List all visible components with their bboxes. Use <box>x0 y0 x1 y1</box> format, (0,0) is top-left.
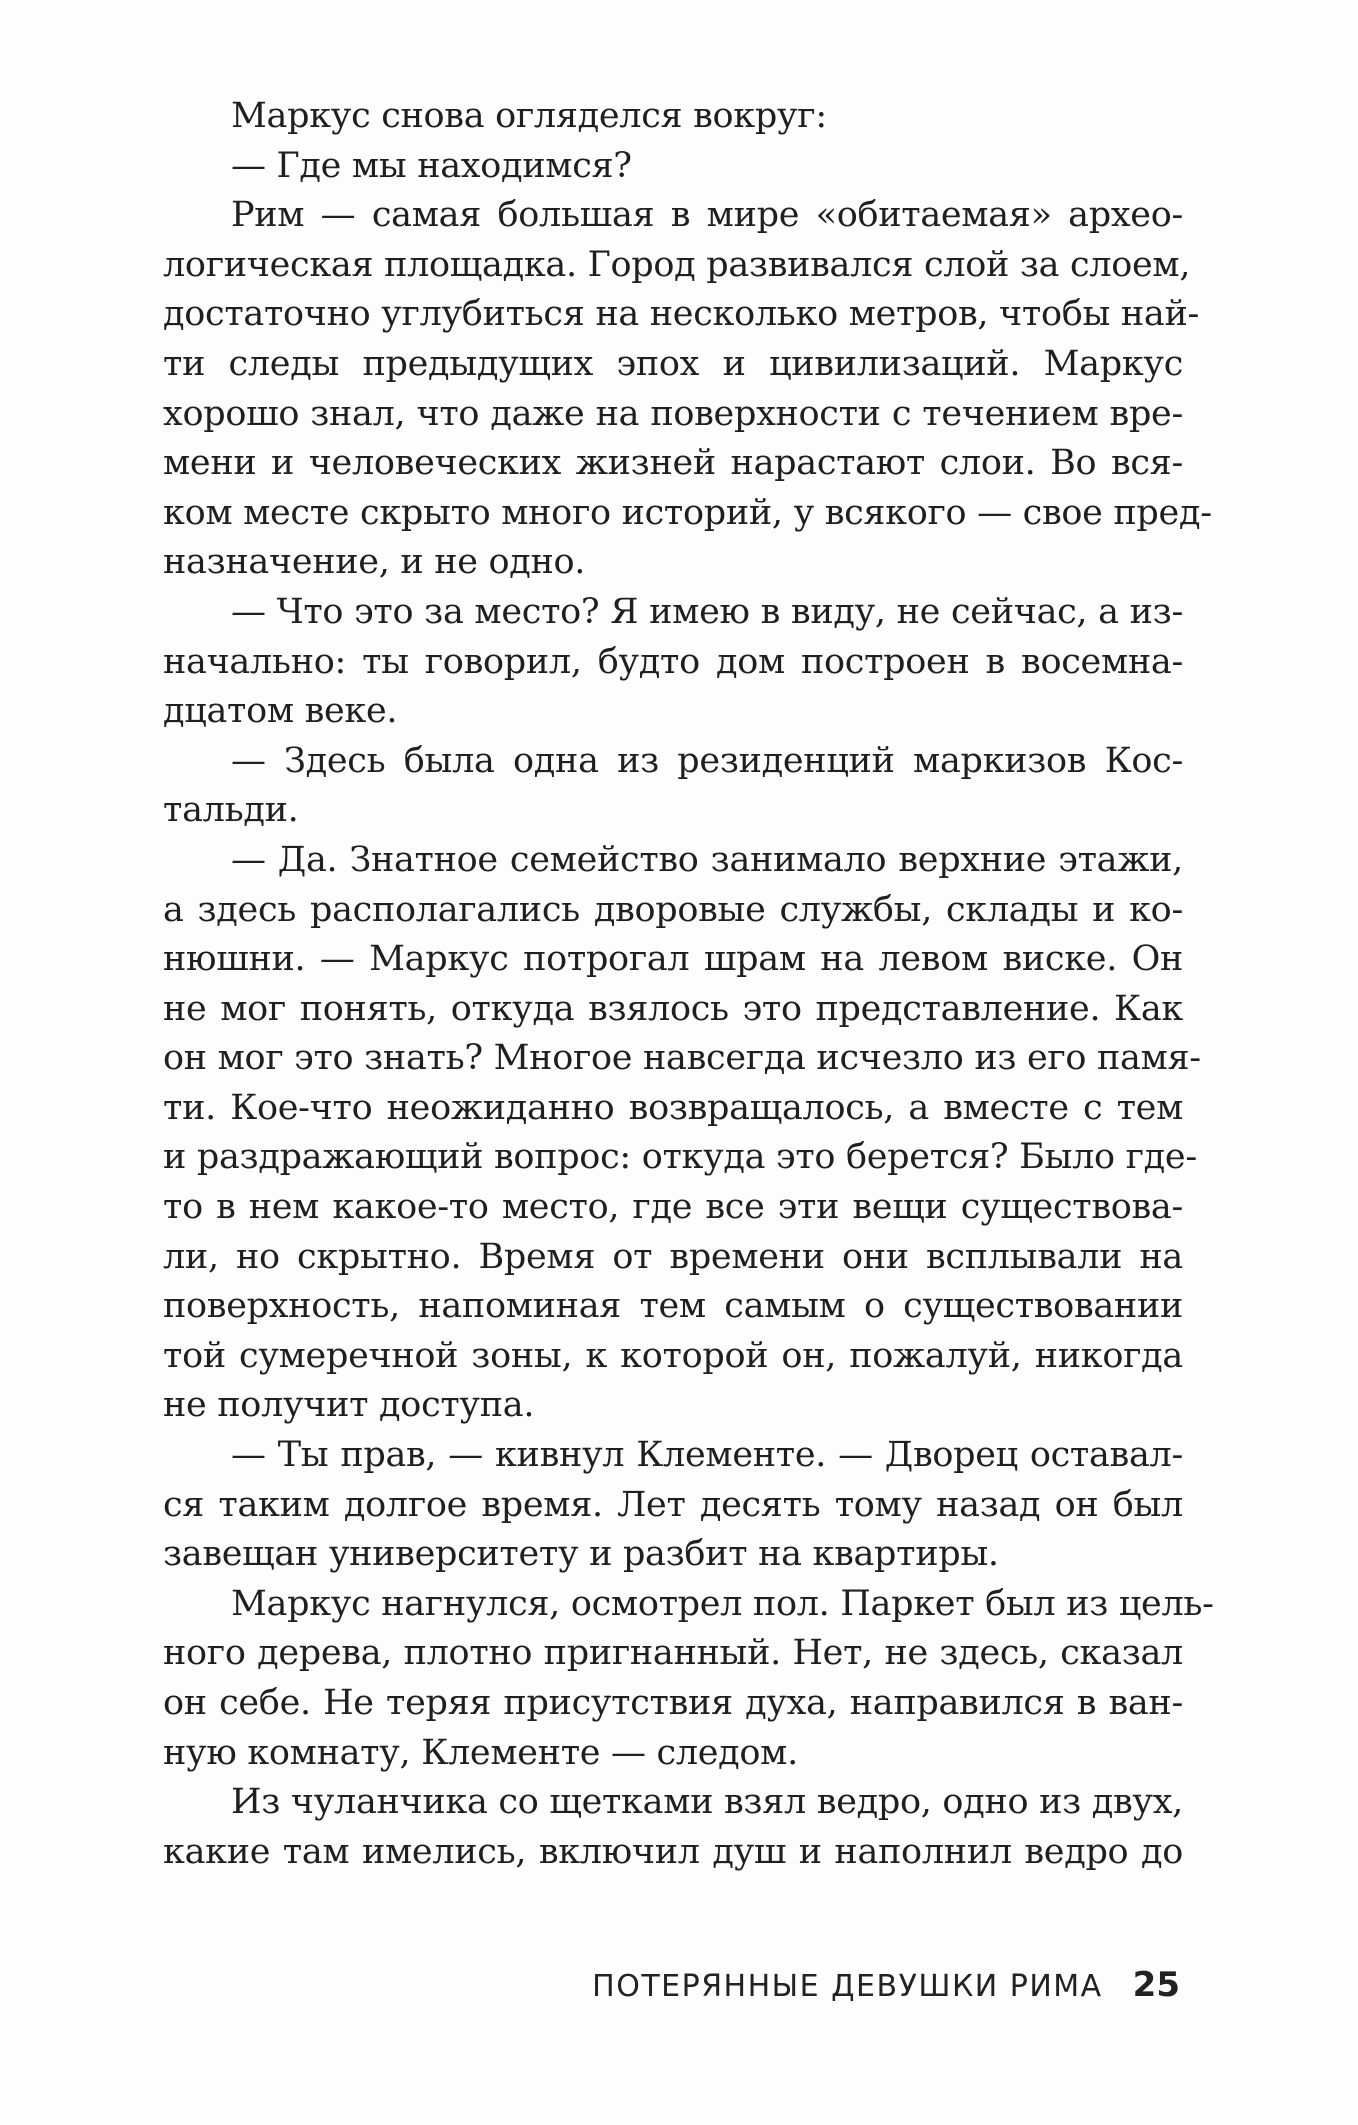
text-line: тальди. <box>163 790 299 831</box>
text-line: завещан университету и разбит на квартиры. <box>163 1534 999 1575</box>
running-title: ПОТЕРЯННЫЕ ДЕВУШКИ РИМА <box>592 1969 1103 2004</box>
text-line: хорошо знал, что даже на поверхности с течением вре- <box>163 393 1183 434</box>
text-line: поверхность, напоминая тем самым о существовании <box>163 1286 1183 1327</box>
text-line: ного дерева, плотно пригнанный. Нет, не здесь, сказал <box>163 1633 1183 1674</box>
text-line: он мог это знать? Многое навсегда исчезло из его памя- <box>163 1038 1201 1079</box>
text-line: — Здесь была одна из резиденций маркизов Кос- <box>231 740 1183 781</box>
text-line: нюшни. — Маркус потрогал шрам на левом виске. Он <box>163 939 1183 980</box>
text-line: Маркус снова огляделся вокруг: <box>231 96 827 136</box>
text-line: дцатом веке. <box>163 691 398 732</box>
text-line: и раздражающий вопрос: откуда это берется? Было где- <box>163 1137 1197 1178</box>
text-line: — Что это за место? Я имею в виду, не сейчас, а из- <box>231 591 1183 632</box>
text-line: ли, но скрытно. Время от времени они всплывали на <box>163 1236 1183 1277</box>
text-line: Маркус нагнулся, осмотрел пол. Паркет был из цель- <box>231 1583 1214 1624</box>
page-footer <box>592 1965 1180 2005</box>
text-line: не получит доступа. <box>163 1385 535 1426</box>
text-line: ся таким долгое время. Лет десять тому назад он был <box>163 1484 1183 1525</box>
text-line: назначение, и не одно. <box>163 542 586 583</box>
text-line: — Да. Знатное семейство занимало верхние этажи, <box>231 839 1183 880</box>
text-line: — Ты прав, — кивнул Клементе. — Дворец оставал- <box>231 1435 1183 1476</box>
text-line: Рим — самая большая в мире «обитаемая» архео- <box>231 195 1183 236</box>
text-line: мени и человеческих жизней нарастают слои. Во вся- <box>163 443 1183 484</box>
body-text <box>163 92 1214 1877</box>
text-line: ную комнату, Клементе — следом. <box>163 1732 798 1773</box>
text-line: не мог понять, откуда взялось это представление. Как <box>163 988 1183 1029</box>
text-line: логическая площадка. Город развивался слой за слоем, <box>163 244 1191 285</box>
text-line: он себе. Не теряя присутствия духа, направился в ван- <box>163 1683 1183 1723</box>
text-line: той сумеречной зоны, к которой он, пожалуй, никогда <box>163 1335 1183 1376</box>
text-line: достаточно углубиться на несколько метров, чтобы най- <box>163 294 1200 335</box>
text-line: ти. Кое-что неожиданно возвращалось, а вместе с тем <box>163 1087 1183 1128</box>
text-line: начально: ты говорил, будто дом построен в восемна- <box>163 641 1183 682</box>
text-line: Из чуланчика со щетками взял ведро, одно из двух, <box>231 1782 1183 1823</box>
text-line: то в нем какое-то место, где все эти вещи существова- <box>163 1187 1183 1228</box>
page-number: 25 <box>1132 1965 1180 2005</box>
text-line: ти следы предыдущих эпох и цивилизаций. Маркус <box>163 343 1183 384</box>
text-line: — Где мы находимся? <box>231 145 632 186</box>
text-line: ком месте скрыто много историй, у всякого — свое пред- <box>163 492 1212 533</box>
text-line: какие там имелись, включил душ и наполнил ведро до <box>163 1831 1183 1872</box>
text-line: а здесь располагались дворовые службы, склады и ко- <box>163 889 1183 930</box>
